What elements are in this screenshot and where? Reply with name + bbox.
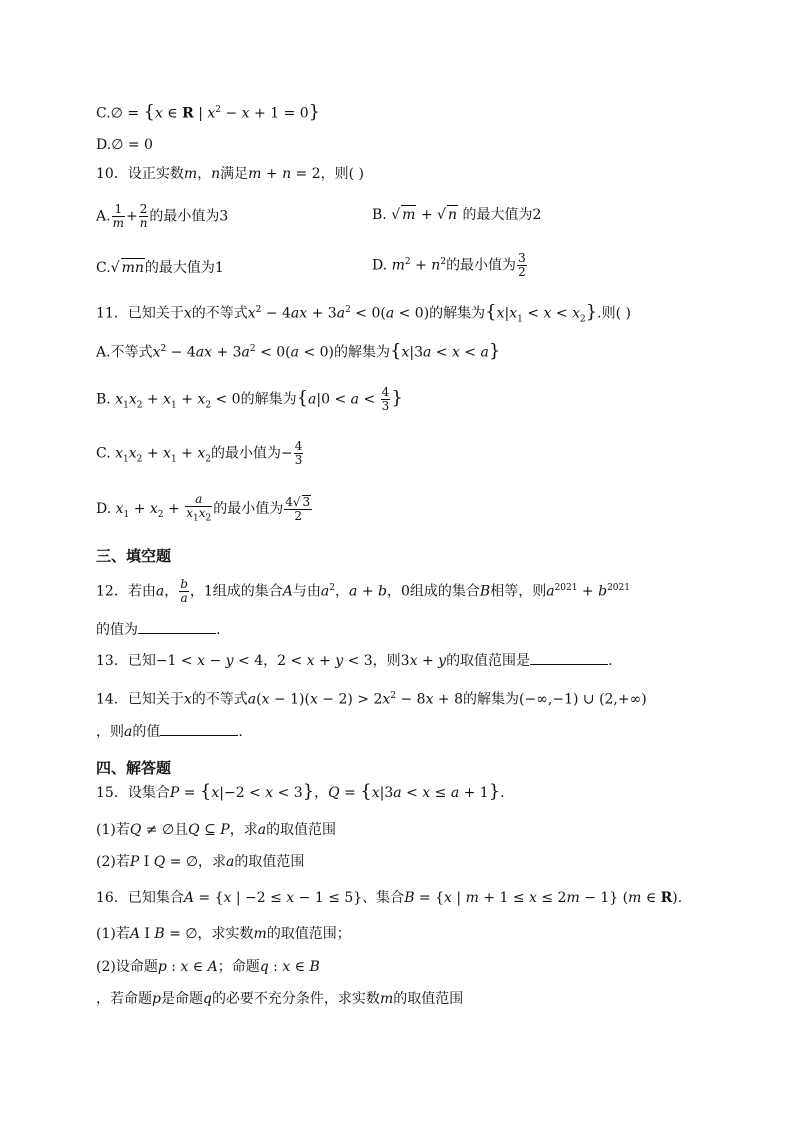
q10-option-b: B. √ m + √ n 的最大值为2	[372, 207, 542, 223]
q14-stem: 14．已知关于x的不等式$a(x - 1)(x - 2) > 2x^2 - 8x + 8$的解集为(−∞,−1) ∪ (2,+∞)	[96, 691, 647, 708]
q16-stem: 16．已知集合A = {x | −2 ≤ x − 1 ≤ 5}、集合B = {x | m + 1 ≤ x ≤ 2m − 1} (m ∈ R).	[96, 890, 683, 906]
q16-part-1: (1)若A I B = ∅，求实数m的取值范围；	[96, 926, 351, 942]
section-4-heading: 四、解答题	[96, 759, 172, 777]
q14-answer-blank[interactable]	[160, 723, 238, 736]
q10-option-c: C.√ mn的最大值为1	[96, 260, 224, 276]
q14-stem-cont: ，则a的值 .	[96, 724, 243, 740]
q15-part-1: (1)若Q ≠ ∅且Q ⊆ P，求a的取值范围	[96, 822, 337, 838]
q13-answer-blank[interactable]	[530, 652, 608, 665]
q10-option-d: D. $m^2 + n^2$的最小值为 $\frac{3}{2}$	[372, 251, 526, 279]
q9-option-d: D.∅ = 0	[96, 137, 153, 153]
q12-answer-blank[interactable]	[138, 621, 216, 634]
q16-part-2: (2)设命题p : x ∈ A；命题q : x ∈ B	[96, 959, 320, 975]
q13-stem: 13．已知−1 < x − y < 4，2 < x + y < 3，则3x + y的取值范围是 .	[96, 653, 613, 669]
q10-option-a: A. $\frac{1}{m}$ + $\frac{2}{n}$ 的最小值为3	[96, 202, 229, 230]
q15-part-2: (2)若P I Q = ∅，求a的取值范围	[96, 854, 305, 870]
q15-stem: 15．设集合P = {x|−2 < x < 3}，Q = {x|3a < x ≤ a + 1}.	[96, 781, 505, 802]
q11-option-a: A.不等式$x^2 - 4ax + 3a^2 < 0(a < 0)$的解集为{x|3a < x < a}	[96, 340, 501, 362]
q10-stem: 10．设正实数m，n满足m + n = 2，则( )	[96, 166, 365, 182]
q16-part-2-cont: ，若命题p是命题q的必要不充分条件，求实数m的取值范围	[96, 991, 464, 1007]
q9-option-c: C.∅ = {x ∈ R | $x^2 - x + 1 = 0$}	[96, 101, 321, 123]
q11-stem: 11．已知关于x的不等式$x^2 - 4ax + 3a^2 < 0(a < 0)$的解集为$\{x|x_1 < x < x_2\}$.则( )	[96, 301, 631, 325]
q11-option-c: C. $x_1x_2 + x_1 + x_2$的最小值为− $\frac{4}{3}$	[96, 439, 303, 467]
q12-stem-cont: 的值为 .	[96, 622, 221, 638]
q11-option-b: B. $x_1x_2 + x_1 + x_2 < 0$的解集为{a|0 < a < $\frac{4}{3}$ }	[96, 385, 403, 413]
section-3-heading: 三、填空题	[96, 547, 172, 565]
q12-stem: 12．若由a， $\frac{b}{a}$ ，1组成的集合A与由$a^2$，a + b，0组成的集合B相等，则$a^{2021} + b^{2021}$	[96, 577, 630, 605]
q11-option-d: D. $x_1 + x_2$ + $\frac{a}{x_1x_2}$ 的最小值为 $\frac{4√ 3}{2}$	[96, 492, 311, 524]
